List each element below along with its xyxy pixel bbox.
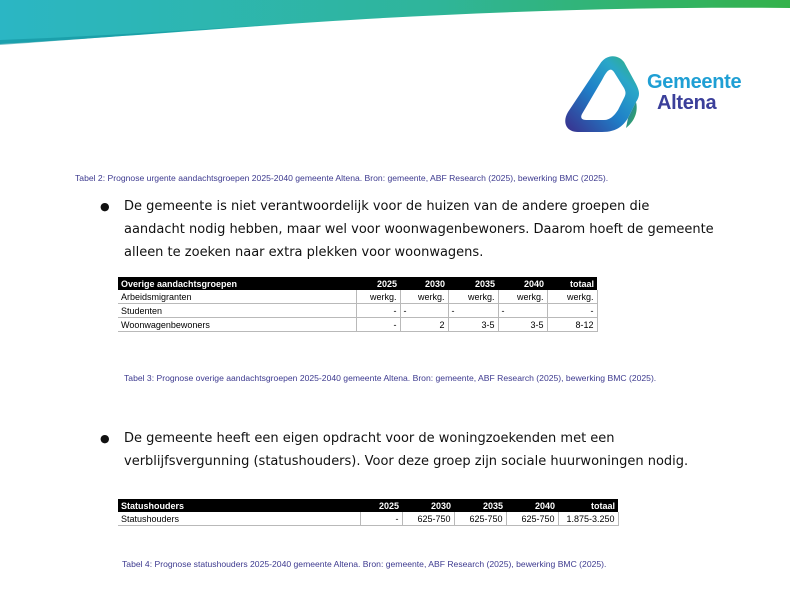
table-row xyxy=(118,512,618,526)
table-cell: 1.875-3.250 xyxy=(558,512,618,526)
table-cell: Arbeidsmigranten xyxy=(118,290,356,304)
table-cell: Woonwagenbewoners xyxy=(118,318,356,332)
col-header-2025: 2025 xyxy=(360,499,402,512)
table-cell: werkg. xyxy=(547,290,597,304)
table-cell: werkg. xyxy=(400,290,448,304)
table-cell: - xyxy=(547,304,597,318)
col-header-totaal: totaal xyxy=(547,277,597,290)
bullet1-text: De gemeente is niet verantwoordelijk voor de huizen van de andere groepen die aandacht nodig hebben, maar wel voor woonwagenbewoners. Daarom hoeft de gemeente alleen te zoeken naar extra plekken voor woonwagens. xyxy=(124,199,714,260)
table-cell: 625-750 xyxy=(402,512,454,526)
table-cell: 625-750 xyxy=(454,512,506,526)
table-cell: 625-750 xyxy=(506,512,558,526)
table-cell: Statushouders xyxy=(118,512,360,526)
table-row xyxy=(118,304,597,318)
table-cell: 3-5 xyxy=(498,318,547,332)
bullet-paragraph-woonwagens xyxy=(100,195,714,264)
header-wave-decoration xyxy=(0,0,790,50)
table-cell: werkg. xyxy=(448,290,498,304)
col-header-2040: 2040 xyxy=(506,499,558,512)
logo-text-gemeente: Gemeente xyxy=(647,71,742,93)
table-cell: 8-12 xyxy=(547,318,597,332)
col-header-2030: 2030 xyxy=(400,277,448,290)
col-header-2040: 2040 xyxy=(498,277,547,290)
table-header-row xyxy=(118,277,597,290)
table2-caption: Tabel 2: Prognose urgente aandachtsgroepen 2025-2040 gemeente Altena. Bron: gemeente, ABF Research (2025), bewerking BMC (2025). xyxy=(75,173,609,183)
table-cell: - xyxy=(498,304,547,318)
col-header-2035: 2035 xyxy=(454,499,506,512)
col-header-2025: 2025 xyxy=(356,277,400,290)
table-cell: - xyxy=(356,318,400,332)
table-cell: 3-5 xyxy=(448,318,498,332)
table-row xyxy=(118,290,597,304)
col-header-groep: Statushouders xyxy=(118,499,360,512)
table-header-row xyxy=(118,499,618,512)
table3-caption: Tabel 3: Prognose overige aandachtsgroepen 2025-2040 gemeente Altena. Bron: gemeente, ABF Research (2025), bewerking BMC (2025). xyxy=(124,373,657,383)
col-header-totaal: totaal xyxy=(558,499,618,512)
table-cell: - xyxy=(400,304,448,318)
col-header-groep: Overige aandachtsgroepen xyxy=(118,277,356,290)
bullet-icon: ● xyxy=(100,200,110,213)
table-cell: - xyxy=(360,512,402,526)
table-cell: Studenten xyxy=(118,304,356,318)
bullet2-text: De gemeente heeft een eigen opdracht voor de woningzoekenden met een verblijfsvergunning (statushouders). Voor deze groep zijn sociale huurwoningen nodig. xyxy=(124,431,689,469)
logo-text-altena: Altena xyxy=(657,92,717,114)
table-cell: - xyxy=(356,304,400,318)
table-cell: 2 xyxy=(400,318,448,332)
col-header-2035: 2035 xyxy=(448,277,498,290)
table-cell: werkg. xyxy=(356,290,400,304)
col-header-2030: 2030 xyxy=(402,499,454,512)
table-statushouders xyxy=(118,499,619,526)
table-row xyxy=(118,318,597,332)
table-cell: werkg. xyxy=(498,290,547,304)
table-overige-aandachtsgroepen xyxy=(118,277,598,332)
bullet-paragraph-statushouders xyxy=(100,427,724,473)
table4-caption: Tabel 4: Prognose statushouders 2025-2040 gemeente Altena. Bron: gemeente, ABF Research (2025), bewerking BMC (2025). xyxy=(122,559,607,569)
table-cell: - xyxy=(448,304,498,318)
bullet-icon: ● xyxy=(100,432,110,445)
